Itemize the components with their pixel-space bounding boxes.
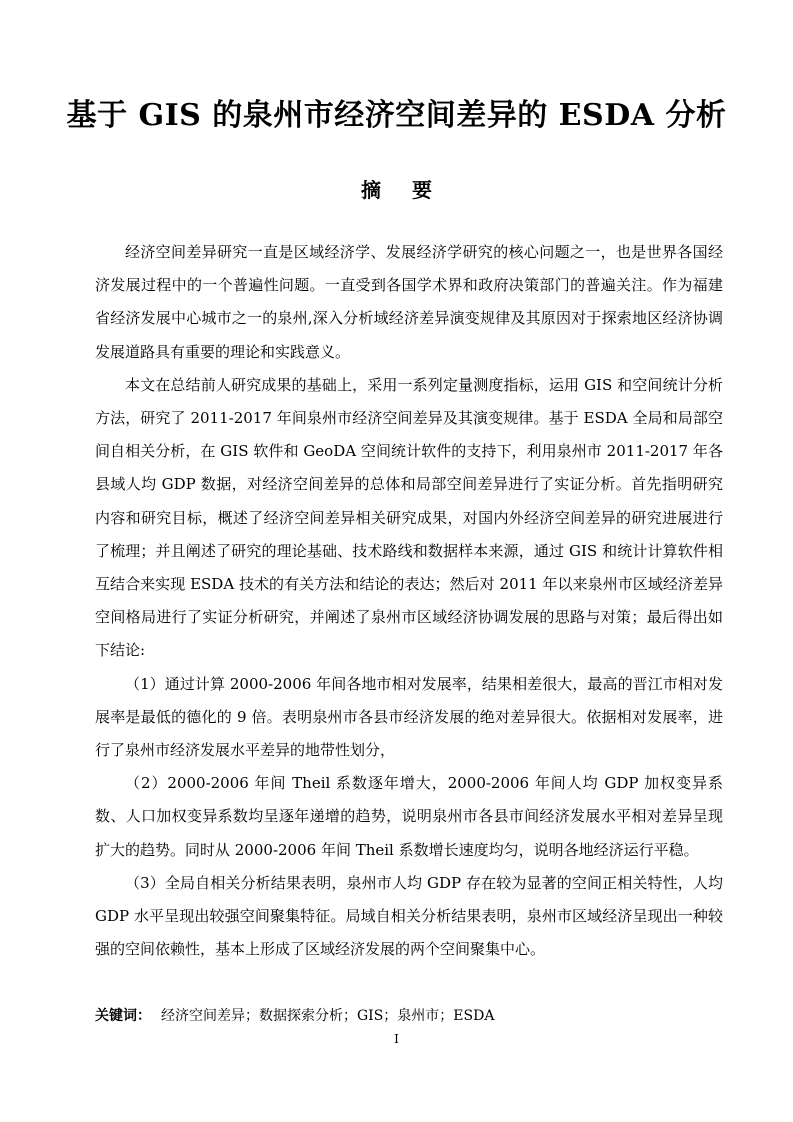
keywords-line <box>95 1003 723 1029</box>
abstract-heading: 摘 要 <box>361 178 444 202</box>
abstract-paragraph-1: 经济空间差异研究一直是区域经济学、发展经济学研究的核心问题之一，也是世界各国经济发展过程中的一个普遍性问题。一直受到各国学术界和政府决策部门的普遍关注。作为福建省经济发展中心城市之一的泉州,深入分析域经济差异演变规律及其原因对于探索地区经济协调发展道路具有重要的理论和实践意义。 <box>95 243 723 361</box>
conclusion-2: （2）2000-2006 年间 Theil 系数逐年增大，2000-2006 年间人均 GDP 加权变异系数、人口加权变异系数均呈逐年递增的趋势，说明泉州市各县市间经济发展水平相对差异呈现扩大的趋势。同时从 2000-2006 年间 Theil 系数增长速度均匀，说明各地经济运行平稳。 <box>95 774 723 859</box>
page-number: I <box>394 1032 399 1046</box>
conclusion-3: （3）全局自相关分析结果表明，泉州市人均 GDP 存在较为显著的空间正相关特性，人均 GDP 水平呈现出较强空间聚集特征。局域自相关分析结果表明，泉州市区域经济呈现出一种较强的空间依赖性，基本上形成了区域经济发展的两个空间聚集中心。 <box>95 873 723 959</box>
abstract-body <box>95 236 723 966</box>
conclusion-1: （1）通过计算 2000-2006 年间各地市相对发展率，结果相差很大，最高的晋江市相对发展率是最低的德化的 9 倍。表明泉州市各县市经济发展的绝对差异很大。依据相对发展率，进行了泉州市经济发展水平差异的地带性划分， <box>95 674 723 760</box>
keywords-label: 关键词： <box>95 1008 151 1024</box>
paper-title: 基于 GIS 的泉州市经济空间差异的 ESDA 分析 <box>66 98 727 133</box>
abstract-paragraph-2: 本文在总结前人研究成果的基础上，采用一系列定量测度指标，运用 GIS 和空间统计分析方法，研究了 2011-2017 年间泉州市经济空间差异及其演变规律。基于 ESDA 全局和局部空间自相关分析，在 GIS 软件和 GeoDA 空间统计软件的支持下，利用泉州市 2011-2017 年各县域人均 GDP 数据，对经济空间差异的总体和局部空间差异进行了实证分析。首先指明研究内容和研究目标，概述了经济空间差异相关研究成果，对国内外经济空间差异的研究进展进行了梳理；并且阐述了研究的理论基础、技术路线和数据样本来源，通过 GIS 和统计计算软件相互结合来实现 ESDA 技术的有关方法和结论的表达；然后对 2011 年以来泉州市区域经济差异空间格局进行了实证分析研究，并阐述了泉州市区域经济协调发展的思路与对策；最后得出如下结论: <box>95 375 723 660</box>
keywords-list: 经济空间差异；数据探索分析；GIS；泉州市；ESDA <box>161 1008 495 1024</box>
